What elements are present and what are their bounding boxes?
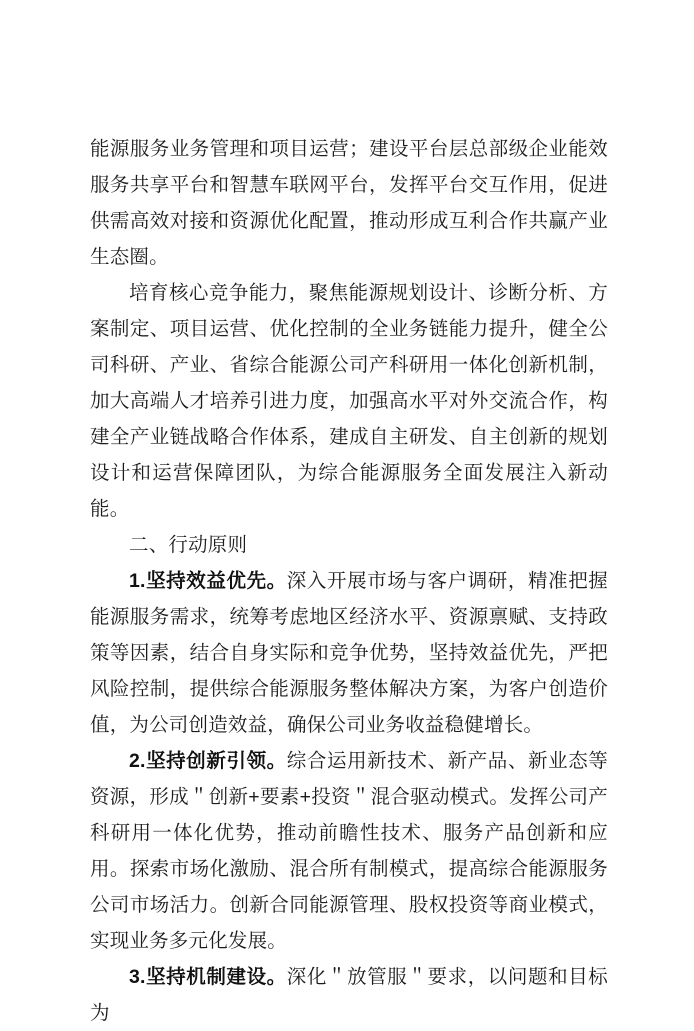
paragraph-core-competence xyxy=(90,275,608,527)
paragraph-text: 培育核心竞争能力，聚焦能源规划设计、诊断分析、方案制定、项目运营、优化控制的全业务链能力提升，健全公司科研、产业、省综合能源公司产科研用一体化创新机制，加大高端人才培养引进力度，加强高水平对外交流合作，构建全产业链战略合作体系，建成自主研发、自主创新的规划设计和运营保障团队，为综合能源服务全面发展注入新动能。 xyxy=(90,282,608,520)
section-heading-action-principles xyxy=(90,527,608,563)
paragraph-continuation xyxy=(90,131,608,275)
section-heading-text: 二、行动原则 xyxy=(129,534,248,556)
paragraph-principle-3 xyxy=(90,959,608,1031)
paragraph-principle-1 xyxy=(90,563,608,743)
paragraph-lead-innovation-led: 2.坚持创新引领。 xyxy=(129,750,287,772)
paragraph-text: 深入开展市场与客户调研，精准把握能源服务需求，统筹考虑地区经济水平、资源禀赋、支持政策等因素，结合自身实际和竞争优势，坚持效益优先，严把风险控制，提供综合能源服务整体解决方案，为客户创造价值，为公司创造效益，确保公司业务收益稳健增长。 xyxy=(90,570,608,736)
paragraph-text: 深化＂放管服＂要求，以问题和目标为 xyxy=(90,966,608,1024)
paragraph-lead-benefit-first: 1.坚持效益优先。 xyxy=(129,570,287,592)
paragraph-principle-2 xyxy=(90,743,608,959)
paragraph-text: 能源服务业务管理和项目运营；建设平台层总部级企业能效服务共享平台和智慧车联网平台，发挥平台交互作用，促进供需高效对接和资源优化配置，推动形成互利合作共赢产业生态圈。 xyxy=(90,138,608,268)
paragraph-lead-mechanism-building: 3.坚持机制建设。 xyxy=(129,966,287,988)
document-body xyxy=(90,131,608,1031)
paragraph-text: 综合运用新技术、新产品、新业态等资源，形成＂创新+要素+投资＂混合驱动模式。发挥公司产科研用一体化优势，推动前瞻性技术、服务产品创新和应用。探索市场化激励、混合所有制模式，提高综合能源服务公司市场活力。创新合同能源管理、股权投资等商业模式，实现业务多元化发展。 xyxy=(90,750,608,952)
